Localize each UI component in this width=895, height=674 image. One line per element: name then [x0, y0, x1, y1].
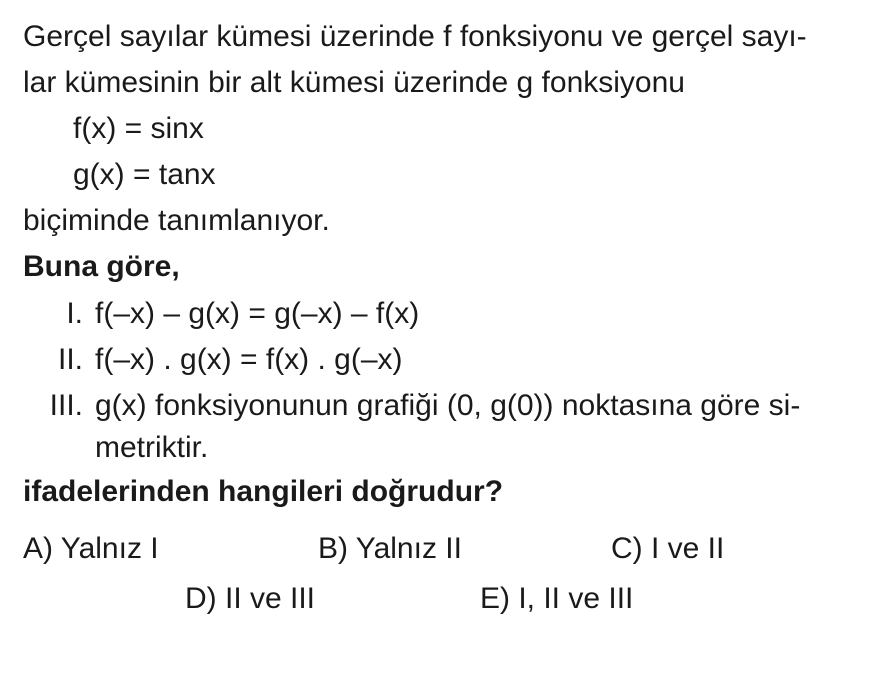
statement-1	[23, 291, 873, 337]
statement-2	[23, 337, 873, 383]
choice-c[interactable]: C) I ve II	[611, 532, 725, 565]
formula-g: g(x) = tanx	[73, 158, 216, 191]
intro-line-1: Gerçel sayılar kümesi üzerinde f fonksiyonu ve gerçel sayı-	[23, 20, 807, 53]
statement-text-line-1: g(x) fonksiyonunun grafiği (0, g(0)) noktasına göre si-	[95, 389, 801, 422]
choice-e[interactable]: E) I, II ve III	[480, 582, 634, 615]
answer-choices	[23, 531, 873, 641]
intro-paragraph	[23, 14, 873, 106]
statement-text: f(–x) – g(x) = g(–x) – f(x)	[95, 297, 420, 330]
question-text: ifadelerinden hangileri doğrudur?	[23, 475, 504, 508]
lead-text: Buna göre,	[23, 250, 180, 283]
statement-text	[83, 383, 873, 467]
statement-text: f(–x) . g(x) = f(x) . g(–x)	[95, 343, 403, 376]
statement-text-line-2: metriktir.	[95, 431, 209, 464]
defined-text: biçiminde tanımlanıyor.	[23, 204, 330, 237]
statement-number: III.	[49, 389, 83, 422]
choice-d[interactable]: D) II ve III	[185, 582, 316, 615]
intro-line-2: lar kümesinin bir alt kümesi üzerinde g fonksiyonu	[23, 66, 685, 99]
statement-3	[23, 383, 873, 467]
formula-f: f(x) = sinx	[73, 112, 204, 145]
statement-number: II.	[57, 343, 83, 376]
choice-b[interactable]: B) Yalnız II	[318, 532, 462, 565]
statement-number: I.	[66, 297, 83, 330]
statement-list	[23, 291, 873, 467]
question-page	[23, 14, 873, 641]
choice-a[interactable]: A) Yalnız I	[23, 532, 159, 565]
